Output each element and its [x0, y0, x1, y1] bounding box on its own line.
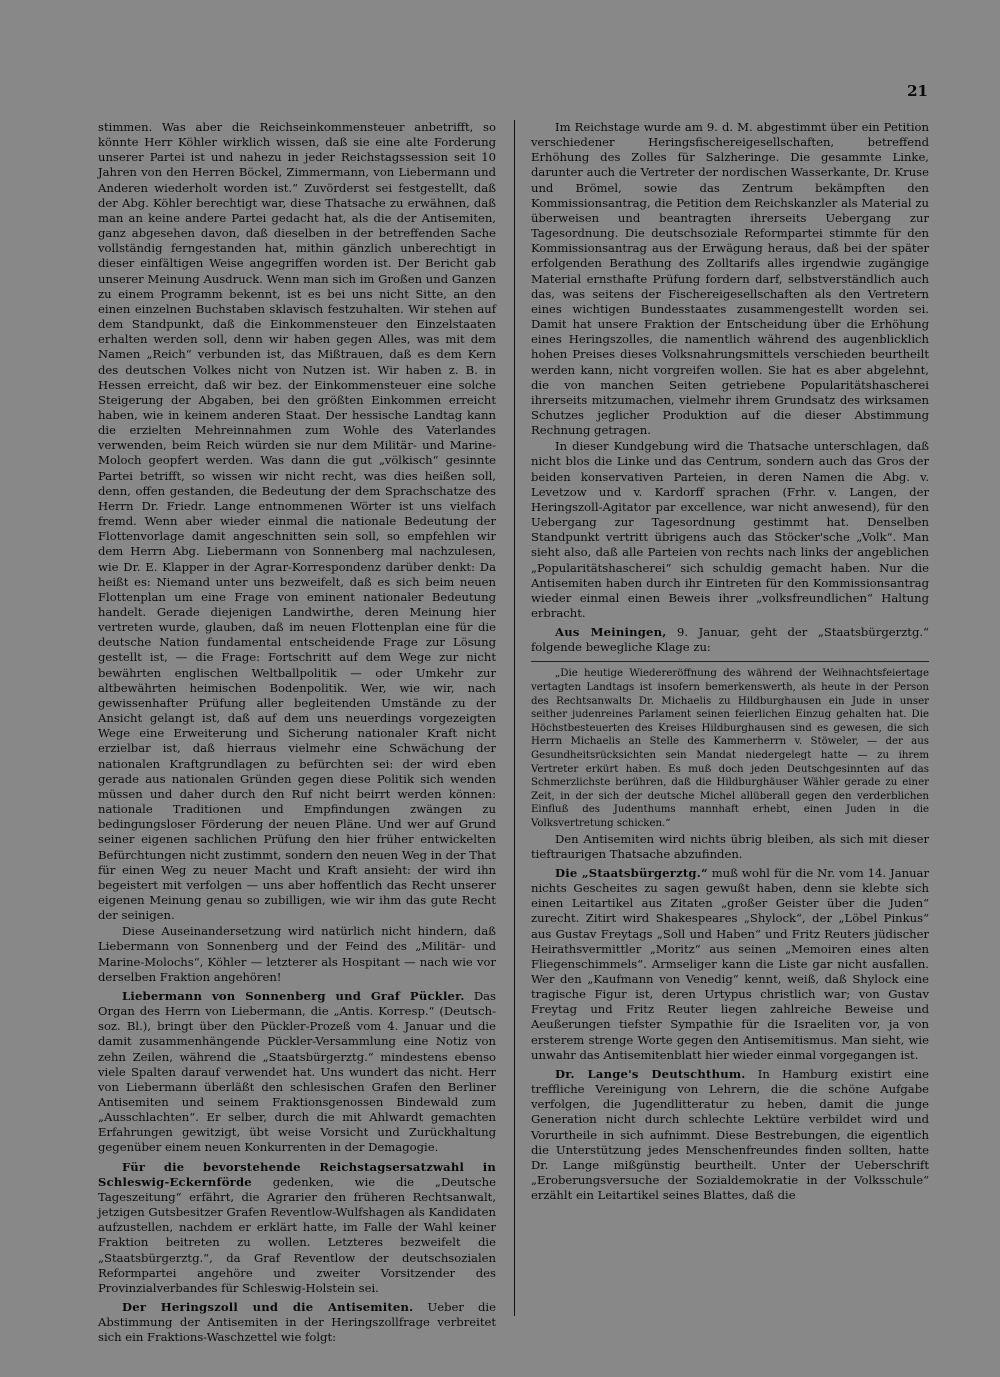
paragraph: Den Antisemiten wird nichts übrig bleiben, als sich mit dieser tieftraurigen Thatsache abzufinden. [531, 831, 929, 861]
quoted-block: „Die heutige Wiedereröffnung des während der Weihnachtsfeiertage vertagten Landtags ist insofern bemerkenswerth, als heute in der Person des Rechtsanwalts Dr. Michaelis zu Hildburghausen ein Jude in unser seither judenreines Parlament seinen feierlichen Einzug gehalten hat. Die Höchstbesteuerten des Kreises Hildburghausen sind es gewesen, die sich Herrn Michaelis an Stelle des Kammerherrn v. Stöweler, — der aus Gesundheitsrücksichten sein Mandat niedergelegt hatte — zu ihrem Vertreter erkürt haben. Es muß doch jeden Deutschgesinnten auf das Schmerzlichste berühren, daß die Hildburghäuser Wähler gerade zu einer Zeit, in der sich der deutsche Michel allüberall gegen den verderblichen Einfluß des Judenthums mannhaft erhebt, einen Juden in die Volksvertretung schicken.“ [531, 661, 929, 830]
paragraph: Diese Auseinandersetzung wird natürlich nicht hindern, daß Liebermann von Sonnenberg und der Feind des „Militär- und Marine-Molochs“, Köhler — letzterer als Hospitant — nach wie vor derselben Fraktion angehören! [98, 924, 496, 984]
paragraph: In dieser Kundgebung wird die Thatsache unterschlagen, daß nicht blos die Linke und das Centrum, sondern auch das Gros der beiden konservativen Parteien, in deren Namen die Abg. v. Levetzow und v. Kardorff sprachen (Frhr. v. Langen, der Heringszoll-Agitator par excellence, war nicht anwesend), für den Uebergang zur Tagesordnung gestimmt hat. Denselben Standpunkt vertritt übrigens auch das Stöcker'sche „Volk“. Man sieht also, daß alle Parteien von rechts nach links der angeblichen „Popularitätshascherei“ sich schuldig gemacht haben. Nur die Antisemiten haben durch ihr Eintreten für den Kommissionsantrag wieder einmal einen Beweis ihrer „volksfreundlichen“ Haltung erbracht. [531, 439, 929, 620]
right-column [531, 120, 929, 1203]
paragraph: stimmen. Was aber die Reichseinkommensteuer anbetrifft, so könnte Herr Köhler wirklich wissen, daß sie eine alte Forderung unserer Partei ist und nahezu in jeder Reichstagssession seit 10 Jahren von den Herren Böckel, Zimmermann, von Liebermann und Anderen wiederholt worden ist.“ Zuvörderst sei festgestellt, daß der Abg. Köhler berechtigt war, diese Thatsache zu erwähnen, daß man an keine andere Partei gedacht hat, als die der Antisemiten, ganz abgesehen davon, daß dieselben in der betreffenden Sache vollständig ferngestanden hat, mithin gänzlich unberechtigt in dieser einfältigen Weise angegriffen worden ist. Der Bericht gab unserer Meinung Ausdruck. Wenn man sich im Großen und Ganzen zu einem Programm bekennt, ist es bei uns nicht Sitte, an den einen einzelnen Buchstaben sklavisch festzuhalten. Wir stehen auf dem Standpunkt, daß die Einkommensteuer den Einzelstaaten erhalten werden soll, denn wir haben gegen Alles, was mit dem Namen „Reich“ verbunden ist, das Mißtrauen, daß es dem Kern des deutschen Volkes nicht von Nutzen ist. Wir haben z. B. in Hessen erreicht, daß wir bez. der Einkommensteuer eine solche Steigerung der Abgaben, bei den größten Einkommen erreicht haben, wie in keinem anderen Staat. Der hessische Landtag kann die erzielten Mehreinnahmen zum Wohle des Vaterlandes verwenden, beim Reich würden sie nur dem Militär- und Marine-Moloch geopfert werden. Was dann die gut „völkisch“ gesinnte Partei betrifft, so wissen wir nicht recht, was dies heißen soll, denn, offen gestanden, die Bedeutung der dem Sprachschatze des Herrn Dr. Friedr. Lange entnommenen Wörter ist uns vielfach fremd. Wenn aber wieder einmal die nationale Bedeutung der Flottenvorlage damit angeschnitten sein soll, so empfehlen wir dem Herrn Abg. Liebermann von Sonnenberg mal nachzulesen, wie Dr. E. Klapper in der Agrar-Korrespondenz darüber denkt: Da heißt es: Niemand unter uns bezweifelt, daß es sich beim neuen Flottenplan um eine Frage von eminent nationaler Bedeutung handelt. Gerade diejenigen Landwirthe, deren Meinung hier vertreten wurde, glauben, daß im neuen Flottenplan eine für die deutsche Nation fundamental entscheidende Frage zur Lösung gestellt ist, — die Frage: Fortschritt auf dem Wege zur nicht bewährten englischen Weltballpolitik — oder Umkehr zur altbewährten heimischen Bodenpolitik. Wer, wie wir, nach gewissenhafter Prüfung aller begleitenden Umstände zu der Ansicht gelangt ist, daß auf dem uns neuerdings vorgezeigten Wege eine Erweiterung und Sicherung nationaler Kraft nicht erzielbar ist, daß hierraus vielmehr eine Schwächung der nationalen Kraftgrundlagen zu befürchten sei: der wird eben gerade aus nationalen Gründen gegen diese Politik sich wenden müssen und daher durch den Ruf nicht beirrt werden können: nationale Traditionen und Empfindungen zwängen zu bedingungsloser Förderung der neuen Pläne. Und wer auf Grund seiner eigenen sachlichen Prüfung den hier früher entwickelten Befürchtungen nicht zustimmt, sondern den neuen Weg in der That für einen Weg zu neuer Macht und Kraft ansieht: der wird ihn begeistert mit verfolgen — uns aber hoffentlich das Recht unserer eigenen Meinung genau so zubilligen, wie wir ihm das gute Recht der seinigen. [98, 120, 496, 923]
article-text: Das Organ des Herrn von Liebermann, die „Antis. Korresp.“ (Deutsch-soz. Bl.), bringt über den Pückler-Prozeß vom 4. Januar und die damit zusammenhängende Pückler-Versammlung eine Notiz von zehn Zeilen, während die „Staatsbürgerztg.“ mindestens ebenso viele Spalten darauf verwendet hat. Uns wundert das nicht. Herr von Liebermann überläßt den schlesischen Grafen den Berliner Antisemiten und seinem Fraktionsgenossen Bindewald zum „Ausschlachten“. Er selber, durch die mit Ahlwardt gemachten Erfahrungen gewitzigt, übt weise Vorsicht und Zurückhaltung gegenüber einem neuen Konkurrenten in der Demagogie. [98, 988, 496, 1155]
article [531, 625, 929, 655]
article-heading: Für die bevorstehende Reichstagsersatzwahl in Schleswig-Eckernförde [98, 1159, 496, 1189]
article [531, 866, 929, 1063]
column-divider [514, 120, 515, 1316]
page-number: 21 [907, 82, 928, 100]
article [98, 989, 496, 1156]
article-text: 9. Januar, geht der „Staatsbürgerztg.“ folgende bewegliche Klage zu: [531, 625, 929, 655]
paragraph: Im Reichstage wurde am 9. d. M. abgestimmt über ein Petition verschiedener Heringsfischereigesellschaften, betreffend Erhöhung des Zolles für Salzheringe. Die gesammte Linke, darunter auch die Vertreter der nordischen Wasserkante, Dr. Kruse und Brömel, sowie das Zentrum bekämpften den Kommissionsantrag, die Petition dem Reichskanzler als Material zu überweisen und beantragten ihrerseits Uebergang zur Tagesordnung. Die deutschsoziale Reformpartei stimmte für den Kommissionsantrag aus der Erwägung heraus, daß bei der später erfolgenden Berathung des Zolltarifs alles irgendwie zugängige Material ernsthafte Prüfung fordern darf, selbstverständlich auch das, was seitens der Fischereigesellschaften als den Vertretern eines wichtigen Bundesstaates zusammengestellt worden sei. Damit hat unsere Fraktion der Entscheidung über die Erhöhung eines Heringszolles, die namentlich während des augenblicklich hohen Preises dieses Volksnahrungsmittels verschieden beurtheilt werden kann, nicht vorgreifen wollen. Sie hat es aber abgelehnt, die von manchen Seiten getriebene Popularitätshascherei ihrerseits mitzumachen, vielmehr ihrem Grundsatz des wirksamen Schutzes jeglicher Produktion auf die dieser Abstimmung Rechnung getragen. [531, 120, 929, 438]
article [98, 1160, 496, 1296]
article-heading: Liebermann von Sonnenberg und Graf Pückler. [122, 988, 465, 1003]
article-text: Ueber die Abstimmung der Antisemiten in der Heringszollfrage verbreitet sich ein Fraktions-Waschzettel wie folgt: [98, 1300, 496, 1345]
article-text: muß wohl für die Nr. vom 14. Januar nichts Gescheites zu sagen gewußt haben, denn sie klebte sich einen Leitartikel aus Zitaten „großer Geister über die Juden“ zurecht. Zitirt wird Shakespeares „Shylock“, der „Löbel Pinkus“ aus Gustav Freytags „Soll und Haben“ und Fritz Reuters jüdischer Heirathsvermittler „Moritz“ aus seinen „Memoiren eines alten Fliegenschimmels“. Armseliger kann die Liste gar nicht ausfallen. Wer den „Kaufmann von Venedig“ kennt, weiß, daß Shylock eine tragische Figur ist, deren Urtypus christlich war; von Gustav Freytag und Fritz Reuter liegen zahlreiche Beweise und Aeußerungen tiefster Sympathie für die Israeliten vor, ja von ersterem strenge Worte gegen den Antisemitismus. Man sieht, wie unwahr das Antisemitenblatt hier wieder einmal vorgegangen ist. [531, 865, 929, 1062]
article-heading: Der Heringszoll und die Antisemiten. [122, 1300, 414, 1315]
article-text: gedenken, wie die „Deutsche Tageszeitung“ erfährt, die Agrarier den früheren Rechtsanwalt, jetzigen Gutsbesitzer Grafen Reventlow-Wulfshagen als Kandidaten aufzustellen, nachdem er erklärt hatte, im Falle der Wahl keiner Fraktion beitreten zu wollen. Letzteres bezweifelt die „Staatsbürgerztg.“, da Graf Reventlow der deutschsozialen Reformpartei angehöre und zweiter Vorsitzender des Provinzialverbandes für Schleswig-Holstein sei. [98, 1174, 496, 1295]
article [98, 1300, 496, 1345]
article-text: In Hamburg existirt eine treffliche Vereinigung von Lehrern, die die schöne Aufgabe verfolgen, die Jugendlitteratur zu heben, damit die junge Generation nicht durch schlechte Lektüre verbildet wird und Vorurtheile in sich aufnimmt. Diese Bestrebungen, die eigentlich die Unterstützung jedes Menschenfreundes finden sollten, hatte Dr. Lange mißgünstig beurtheilt. Unter der Ueberschrift „Eroberungsversuche der Sozialdemokratie in der Volksschule“ erzählt ein Leitartikel seines Blattes, daß die [531, 1066, 929, 1203]
article-heading: Aus Meiningen, [555, 625, 667, 640]
article [531, 1067, 929, 1203]
left-column [98, 120, 496, 1346]
article-heading: Die „Staatsbürgerztg.“ [555, 865, 708, 880]
article-heading: Dr. Lange's Deutschthum. [555, 1066, 746, 1081]
